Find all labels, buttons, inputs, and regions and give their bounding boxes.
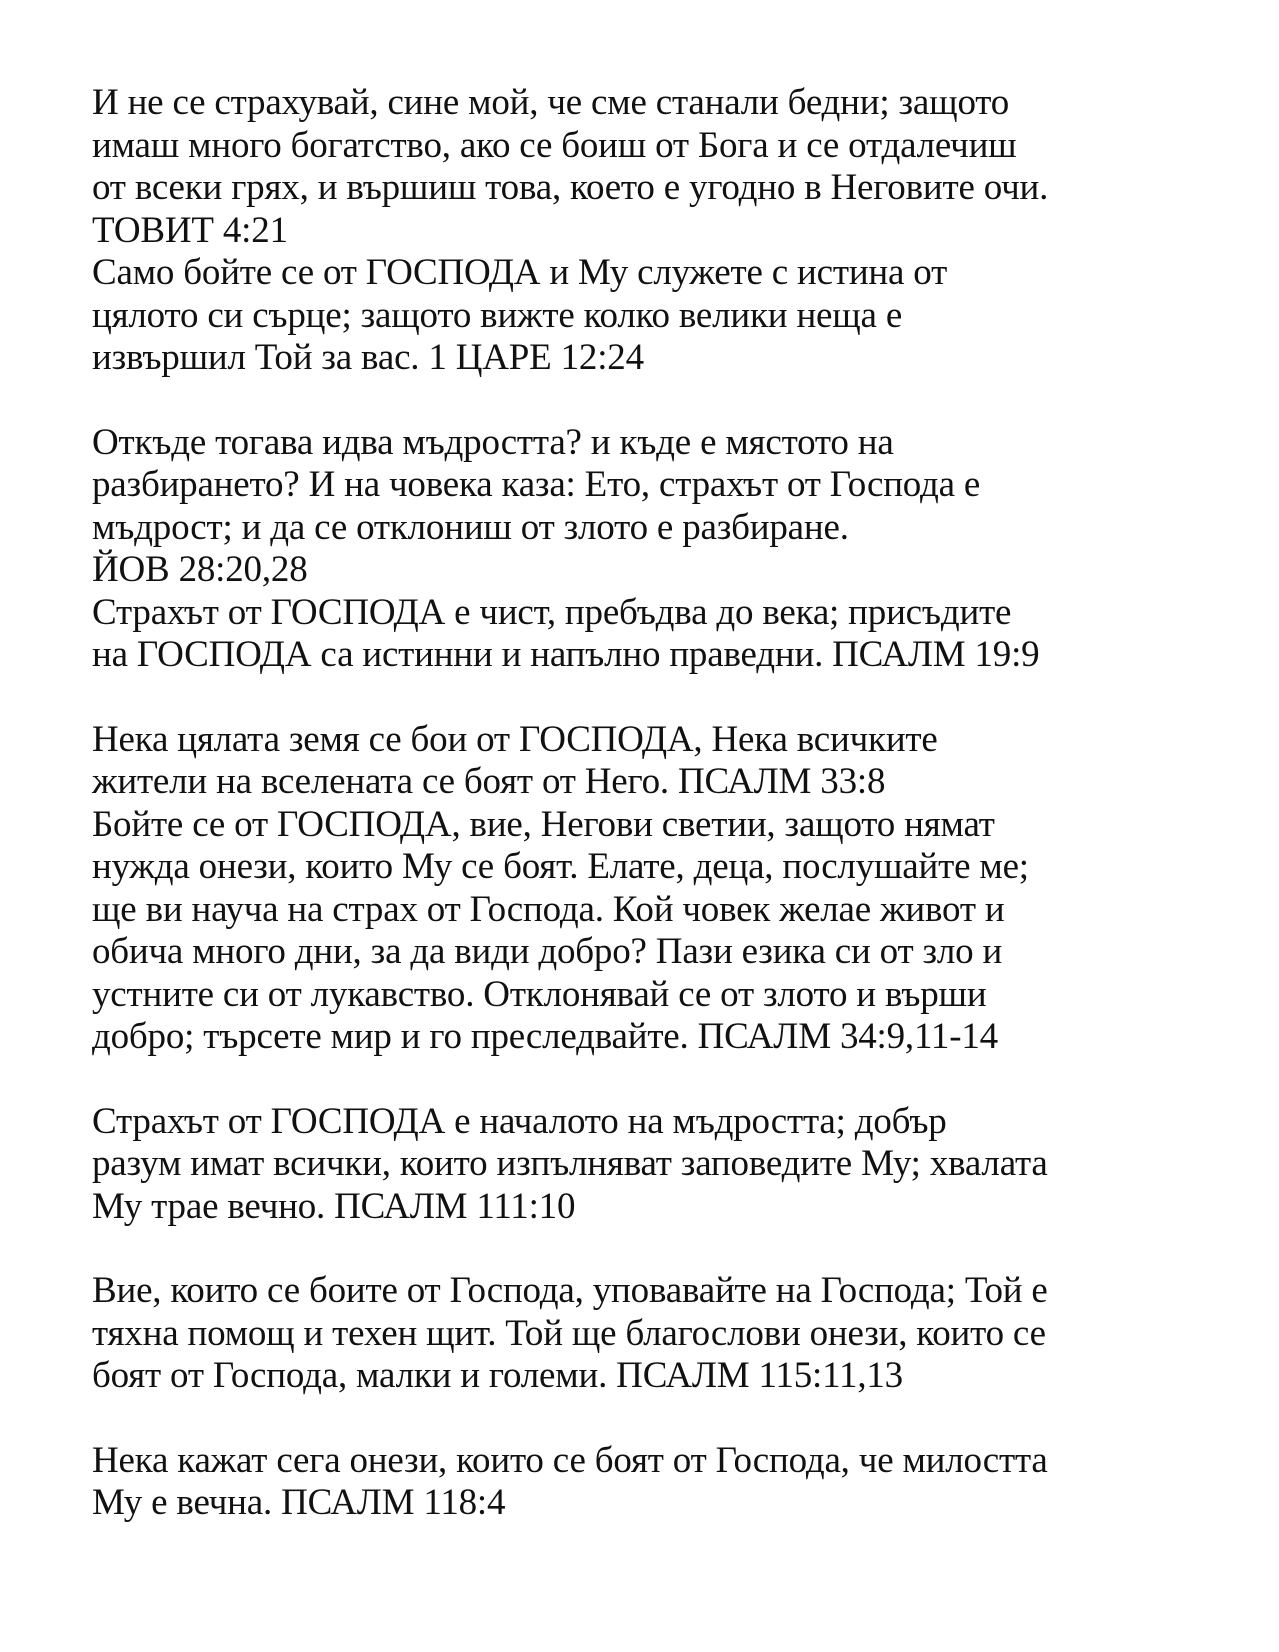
- text-line: тяхна помощ и техен щит. Той ще благослови онези, които се: [92, 1312, 1046, 1354]
- text-line: нужда онези, които Му се боят. Елате, деца, послушайте ме;: [92, 846, 1029, 887]
- verse-tobit-4-21: [92, 82, 1219, 252]
- text-line: устните си от лукавство. Отклонявай се от злото и върши: [92, 973, 987, 1015]
- verse-psalm-111-10: [92, 1101, 1219, 1229]
- text-line: на ГОСПОДА са истинни и напълно праведни. ПСАЛМ 19:9: [92, 634, 1040, 675]
- text-line: Страхът от ГОСПОДА е началото на мъдростта; добър: [92, 1100, 947, 1142]
- text-line: боят от Господа, малки и големи. ПСАЛМ 115:11,13: [92, 1355, 903, 1396]
- verse-group-4: [92, 1101, 1219, 1229]
- text-line: Само бойте се от ГОСПОДА и Му служете с истина от: [92, 252, 948, 293]
- verse-group-2: [92, 422, 1219, 677]
- text-line: от всеки грях, и вършиш това, което е угодно в Неговите очи.: [92, 167, 1049, 208]
- text-line: обича много дни, за да види добро? Пази езика си от зло и: [92, 931, 1003, 972]
- text-line: разбирането? И на човека каза: Ето, страхът от Господа е: [92, 464, 981, 505]
- text-line: Вие, които се боите от Господа, уповавайте на Господа; Той е: [92, 1270, 1048, 1311]
- text-line: добро; търсете мир и го преследвайте. ПСАЛМ 34:9,11-14: [92, 1016, 998, 1057]
- text-line: имаш много богатство, ако се боиш от Бога и се отдалечиш: [92, 124, 1017, 166]
- verse-psalm-33-8: [92, 719, 1219, 804]
- verse-psalm-115-11-13: [92, 1270, 1219, 1398]
- text-line: Нека кажат сега онези, които се боят от Господа, че милостта: [92, 1439, 1048, 1481]
- text-line: И не се страхувай, сине мой, че сме станали бедни; защото: [92, 82, 1010, 123]
- text-line: Страхът от ГОСПОДА е чист, пребъдва до века; присъдите: [92, 591, 1012, 633]
- verse-group-6: [92, 1440, 1219, 1525]
- verse-1-samuel-12-24: [92, 252, 1219, 380]
- verse-psalm-34-9-11-14: [92, 804, 1219, 1059]
- text-line: Бойте се от ГОСПОДА, вие, Негови светии, защото нямат: [92, 803, 995, 845]
- text-line: жители на вселената се боят от Него. ПСАЛМ 33:8: [92, 761, 886, 802]
- text-line: ще ви науча на страх от Господа. Кой човек желае живот и: [92, 888, 1005, 930]
- verse-reference: ЙОВ 28:20,28: [92, 549, 308, 590]
- verse-psalm-118-4: [92, 1440, 1219, 1525]
- verse-reference: ТОВИТ 4:21: [92, 209, 288, 251]
- verse-group-3: [92, 719, 1219, 1059]
- text-line: извършил Той за вас. 1 ЦАРЕ 12:24: [92, 337, 644, 378]
- text-line: мъдрост; и да се отклониш от злото е разбиране.: [92, 506, 849, 548]
- text-line: разум имат всички, които изпълняват заповедите Му; хвалата: [92, 1143, 1048, 1184]
- verse-psalm-19-9: [92, 592, 1219, 677]
- verse-group-1: [92, 82, 1219, 380]
- verse-group-5: [92, 1270, 1219, 1398]
- text-line: Откъде тогава идва мъдростта? и къде е мястото на: [92, 421, 894, 463]
- text-line: Нека цялата земя се бои от ГОСПОДА, Нека всичките: [92, 718, 938, 760]
- text-line: цялото си сърце; защото вижте колко велики неща е: [92, 294, 903, 336]
- verse-job-28-20-28: [92, 422, 1219, 592]
- text-line: Му е вечна. ПСАЛМ 118:4: [92, 1482, 506, 1523]
- text-line: Му трае вечно. ПСАЛМ 111:10: [92, 1185, 576, 1227]
